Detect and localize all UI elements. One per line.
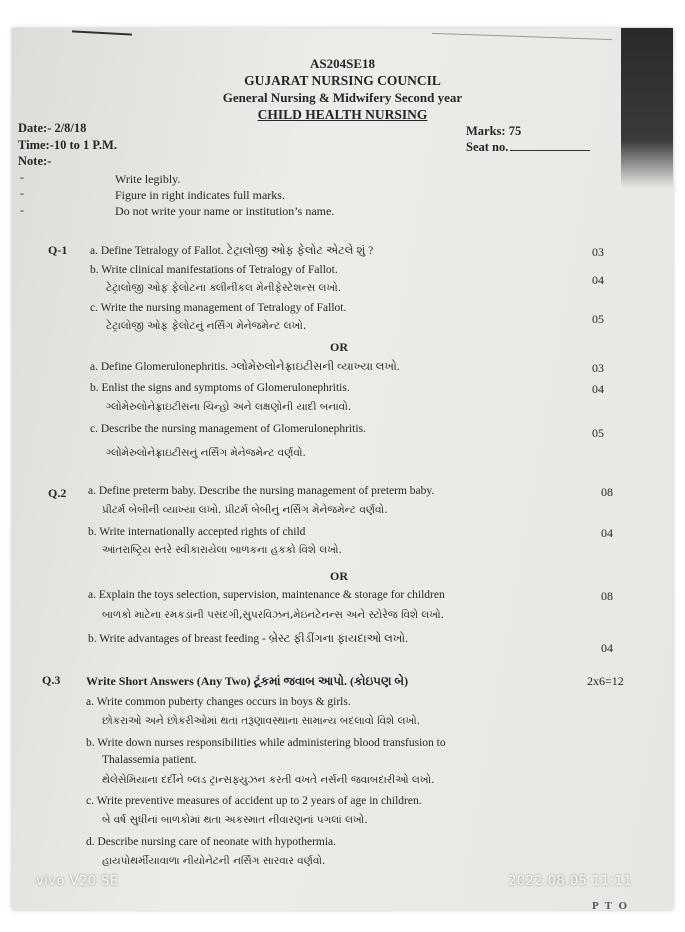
question-label: Q.2 — [48, 486, 67, 500]
camera-watermark: vivo V20 SE — [36, 874, 119, 889]
question-item: a. Define preterm baby. Describe the nursing management of preterm baby. — [88, 485, 435, 497]
marks: 08 — [601, 485, 613, 499]
question-item: c. Describe the nursing management of Glomerulonephritis. — [90, 423, 366, 435]
question-gujarati: ગ્લોમેરુલોનેફ્રાઇટીસના ચિન્હો અને લક્ષણોની યાદી બનાવો. — [106, 401, 352, 413]
question-item: b. Write advantages of breast feeding - બ્રેસ્ટ ફીડીંગના ફાયદાઓ લખો. — [88, 633, 409, 645]
note-label: Note:- — [18, 154, 52, 168]
marks: 04 — [592, 382, 604, 396]
exam-date: Date:- 2/8/18 — [18, 121, 87, 135]
paper-code: AS204SE18 — [309, 56, 376, 71]
question-gujarati: ગ્લોમેરુલોનેફ્રાઇટીસનું નર્સિંગ મેનેજમેન્ટ વર્ણવો. — [106, 447, 306, 459]
question-item: a. Define Tetralogy of Fallot. ટેટ્રાલોજી ઓફ ફેલોટ એટલે શું ? — [90, 245, 374, 257]
marks: 03 — [592, 245, 604, 259]
note-item: Write legibly. — [115, 172, 181, 186]
question-gujarati: હાયપોથર્મીયાવાળા નીયોનેટની નર્સિંગ સારવાર વર્ણવો. — [102, 855, 326, 867]
question-item: b. Write clinical manifestations of Tetralogy of Fallot. — [90, 264, 338, 276]
marks: 05 — [592, 312, 604, 326]
seat-blank-line — [510, 150, 590, 151]
question-gujarati: બાળકો માટેના રમકડાંની પસંદગી,સુપરવિઝન,મેઇનટેનન્સ અને સ્ટોરેજ વિશે લખો. — [102, 609, 444, 621]
seat-number — [466, 140, 590, 155]
note-item: Figure in right indicates full marks. — [115, 188, 285, 202]
paper-mark — [72, 30, 132, 35]
or-separator: OR — [330, 340, 348, 354]
question-item: c. Write preventive measures of accident up to 2 years of age in children. — [86, 795, 422, 807]
course-name: General Nursing & Midwifery Second year — [222, 90, 463, 105]
or-separator: OR — [330, 569, 348, 583]
page-turn-note: P T O — [592, 900, 630, 912]
total-marks: Marks: 75 — [466, 124, 522, 138]
question-gujarati: છોકરાઓ અને છોકરીઓમાં થતાં તરૂણાવસ્થાના સામાન્ય બદલાવો વિશે લખો. — [102, 715, 421, 727]
paper-mark — [432, 33, 612, 40]
marks: 03 — [592, 361, 604, 375]
council-name: GUJARAT NURSING COUNCIL — [244, 73, 441, 88]
question-item: d. Describe nursing care of neonate with hypothermia. — [86, 836, 337, 848]
note-item: Do not write your name or institution’s name. — [115, 204, 335, 218]
question-gujarati: આંતરાષ્ટ્રિય સ્તરે સ્વીકારાયેલા બાળકના હકકો વિશે લખો. — [102, 544, 342, 556]
exam-time: Time:-10 to 1 P.M. — [18, 138, 117, 152]
subject-title: CHILD HEALTH NURSING — [257, 107, 428, 122]
question-gujarati: પ્રીટર્મ બેબીની વ્યાખ્યા લખો. પ્રીટર્મ બેબીનું નર્સિંગ મેનેજમેન્ટ વર્ણવો. — [102, 504, 388, 516]
marks: 04 — [592, 273, 604, 287]
question-label: Q-1 — [48, 243, 68, 257]
question-item: b. Enlist the signs and symptoms of Glomerulonephritis. — [90, 382, 350, 394]
question-title: Write Short Answers (Any Two) ટૂંકમાં જવાબ આપો. (કોઇપણ બે) — [86, 674, 409, 688]
question-item: b. Write down nurses responsibilities while administering blood transfusion to — [86, 737, 446, 749]
exam-paper-photo: AS204SE18 GUJARAT NURSING COUNCIL General Nursing & Midwifery Second year CHILD HEALTH NURSING Date:- 2/8/18 Time:-10 to 1 P.M. Note:- Marks: 75 Seat no. - - - Write legibly. Figure in right indicates full marks. Do not write your name or institution’s name. Q-1 a. Define Tetralogy of Fallot. ટેટ્રાલોજી ઓફ ફેલોટ એટલે શું ? 03 b. Write clinical manifestations of Tetralogy of Fallot. ટેટ્રાલોજી ઓફ ફેલોટના ક્લીનીકલ મેનીફેસ્ટેશન્સ લખો. 04 c. Write the nursing management of Tetralogy of Fallot. ટેટ્રાલોજી ઓફ ફેલોટનું નર્સિંગ મેનેજમેન્ટ લખો. 05 OR a. Define Glomerulonephritis. ગ્લોમેરુલોનેફ્રાઇટીસની વ્યાખ્યા લખો. 03 b. Enlist the signs and symptoms of Glomerulonephritis. 04 ગ્લોમેરુલોનેફ્રાઇટીસના ચિન્હો અને લક્ષણોની યાદી બનાવો. c. Describe the nursing management of Glomerulonephritis. 05 ગ્લોમેરુલોનેફ્રાઇટીસનું નર્સિંગ મેનેજમેન્ટ વર્ણવો. Q.2 a. Define preterm baby. Describe the nursing management of preterm baby. 08 પ્રીટર્મ બેબીની વ્યાખ્યા લખો. પ્રીટર્મ બેબીનું નર્સિંગ મેનેજમેન્ટ વર્ણવો. b. Write internationally accepted rights of child 04 આંતરાષ્ટ્રિય સ્તરે સ્વીકારાયેલા બાળકના હકકો વિશે લખો. OR a. Explain the toys selection, supervision, maintenance & storage for children 08 બાળકો માટેના રમકડાંની પસંદગી,સુપરવિઝન,મેઇનટેનન્સ અને સ્ટોરેજ વિશે લખો. b. Write advantages of breast feeding - બ્રેસ્ટ ફીડીંગના ફાયદાઓ લખો. 04 Q.3 Write Short Answers (Any Two) ટૂંકમાં જવાબ આપો. (કોઇપણ બે) 2x6=12 a. Write common puberty changes occurs in boys & girls. છોકરાઓ અને છોકરીઓમાં થતાં તરૂણાવસ્થાના સામાન્ય બદલાવો વિશે લખો. b. Write down nurses responsibilities while administering blood transfusion to Thalassemia patient. થેલેસેમિયાના દર્દીને બ્લડ ટ્રાન્સફ્યુઝન કરતી વખતે નર્સની જવાબદારીઓ લખો. c. Write preventive measures of accident up to 2 years of age in children. બે વર્ષ સુધીનાં બાળકોમાં થતા અકસ્માત નીવારણનાં પગલાં લખો. d. Describe nursing care of neonate with hypothermia. હાયપોથર્મીયાવાળા નીયોનેટની નર્સિંગ સારવાર વર્ણવો. vivo V20 SE 2022.08.05 11:11 — [12, 28, 673, 910]
photo-timestamp: 2022.08.05 11:11 — [508, 874, 633, 889]
seat-label: Seat no. — [466, 140, 509, 154]
question-gujarati: બે વર્ષ સુધીનાં બાળકોમાં થતા અકસ્માત નીવારણનાં પગલાં લખો. — [102, 814, 368, 826]
marks: 05 — [592, 426, 604, 440]
marks: 08 — [601, 589, 613, 603]
question-item: a. Write common puberty changes occurs in boys & girls. — [86, 696, 351, 708]
question-gujarati: ટેટ્રાલોજી ઓફ ફેલોટના ક્લીનીકલ મેનીફેસ્ટેશન્સ લખો. — [106, 282, 342, 294]
question-label: Q.3 — [42, 673, 61, 687]
question-gujarati: થેલેસેમિયાના દર્દીને બ્લડ ટ્રાન્સફ્યુઝન કરતી વખતે નર્સની જવાબદારીઓ લખો. — [102, 774, 435, 786]
question-item: c. Write the nursing management of Tetralogy of Fallot. — [90, 302, 347, 314]
marks: 04 — [601, 641, 613, 655]
marks: 2x6=12 — [587, 674, 624, 688]
question-item-continued: Thalassemia patient. — [102, 754, 197, 766]
marks: 04 — [601, 526, 613, 540]
question-item: a. Explain the toys selection, supervision, maintenance & storage for children — [88, 589, 445, 601]
question-item: a. Define Glomerulonephritis. ગ્લોમેરુલોનેફ્રાઇટીસની વ્યાખ્યા લખો. — [90, 361, 400, 373]
question-gujarati: ટેટ્રાલોજી ઓફ ફેલોટનું નર્સિંગ મેનેજમેન્ટ લખો. — [106, 320, 307, 332]
question-item: b. Write internationally accepted rights of child — [88, 526, 306, 538]
